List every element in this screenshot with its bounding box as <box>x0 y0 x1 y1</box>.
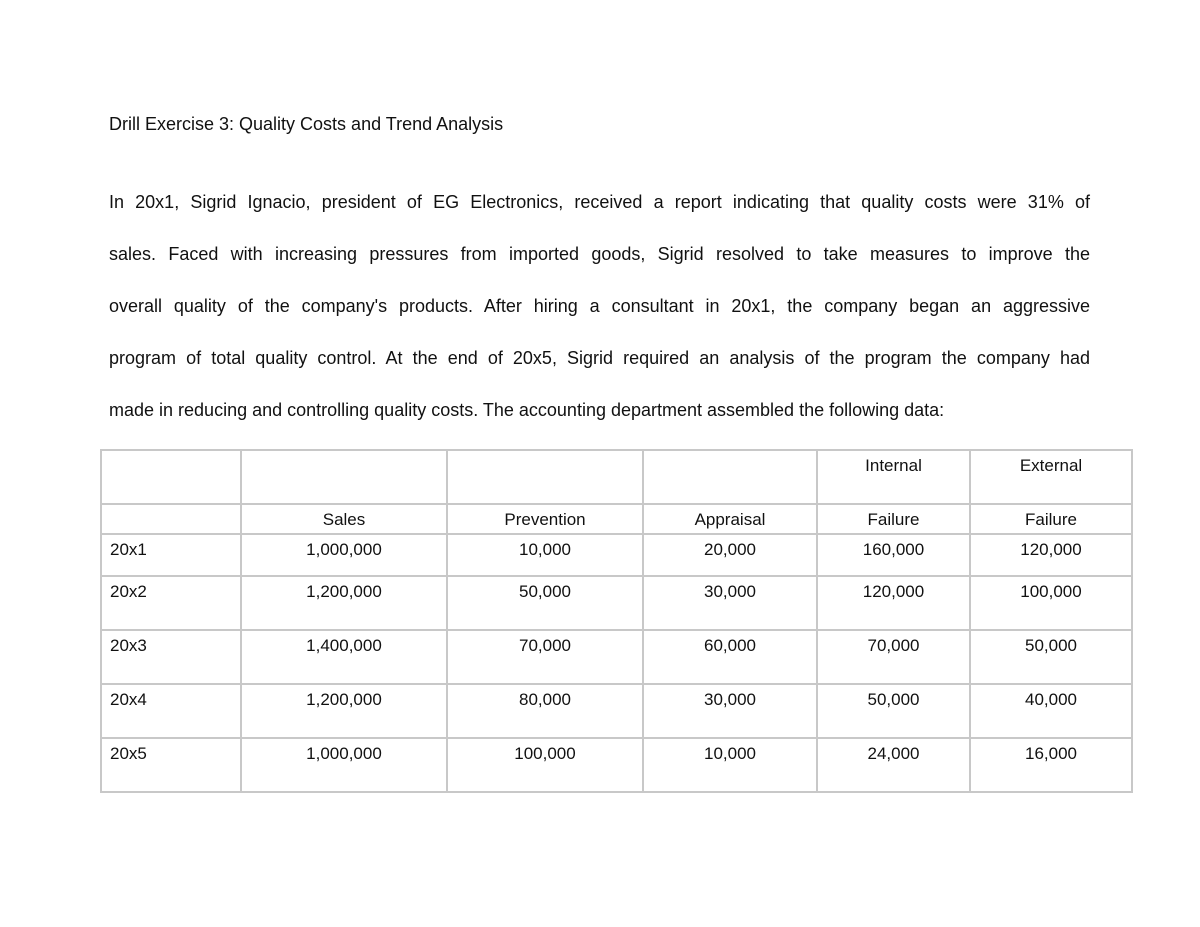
table-header-row-top <box>101 450 1132 504</box>
paragraph-line: sales. Faced with increasing pressures from imported goods, Sigrid resolved to take measures to improve the <box>109 244 1090 264</box>
prevention-cell: 10,000 <box>447 534 643 576</box>
paragraph-line: made in reducing and controlling quality costs. The accounting department assembled the following data: <box>109 400 945 420</box>
external-failure-cell: 100,000 <box>970 576 1132 630</box>
appraisal-cell: 30,000 <box>643 576 817 630</box>
appraisal-cell: 10,000 <box>643 738 817 792</box>
prevention-cell: 70,000 <box>447 630 643 684</box>
external-failure-cell: 50,000 <box>970 630 1132 684</box>
header-cell: Failure <box>817 504 970 534</box>
year-cell: 20x2 <box>101 576 241 630</box>
internal-failure-cell: 50,000 <box>817 684 970 738</box>
table-row <box>101 630 1132 684</box>
sales-cell: 1,200,000 <box>241 684 447 738</box>
sales-cell: 1,400,000 <box>241 630 447 684</box>
paragraph-line: In 20x1, Sigrid Ignacio, president of EG Electronics, received a report indicating that quality costs were 31% of <box>109 192 1090 212</box>
internal-failure-cell: 120,000 <box>817 576 970 630</box>
quality-costs-table <box>100 449 1133 793</box>
sales-cell: 1,000,000 <box>241 738 447 792</box>
external-failure-cell: 16,000 <box>970 738 1132 792</box>
year-cell: 20x1 <box>101 534 241 576</box>
header-cell <box>101 450 241 504</box>
header-cell: Prevention <box>447 504 643 534</box>
header-cell <box>241 450 447 504</box>
sales-cell: 1,200,000 <box>241 576 447 630</box>
header-cell <box>447 450 643 504</box>
year-cell: 20x3 <box>101 630 241 684</box>
external-failure-cell: 120,000 <box>970 534 1132 576</box>
appraisal-cell: 20,000 <box>643 534 817 576</box>
appraisal-cell: 60,000 <box>643 630 817 684</box>
header-cell <box>643 450 817 504</box>
header-cell: Failure <box>970 504 1132 534</box>
appraisal-cell: 30,000 <box>643 684 817 738</box>
internal-failure-cell: 160,000 <box>817 534 970 576</box>
year-cell: 20x4 <box>101 684 241 738</box>
header-cell <box>101 504 241 534</box>
prevention-cell: 80,000 <box>447 684 643 738</box>
external-failure-cell: 40,000 <box>970 684 1132 738</box>
internal-failure-cell: 70,000 <box>817 630 970 684</box>
intro-paragraph <box>109 176 1090 436</box>
header-cell: Sales <box>241 504 447 534</box>
table-row <box>101 576 1132 630</box>
internal-failure-cell: 24,000 <box>817 738 970 792</box>
paragraph-line: program of total quality control. At the end of 20x5, Sigrid required an analysis of the program the company had <box>109 348 1090 368</box>
header-cell: Appraisal <box>643 504 817 534</box>
year-cell: 20x5 <box>101 738 241 792</box>
prevention-cell: 50,000 <box>447 576 643 630</box>
header-cell: External <box>970 450 1132 504</box>
paragraph-line: overall quality of the company's products. After hiring a consultant in 20x1, the company began an aggressive <box>109 296 1090 316</box>
sales-cell: 1,000,000 <box>241 534 447 576</box>
table-row <box>101 738 1132 792</box>
document-title: Drill Exercise 3: Quality Costs and Trend Analysis <box>109 114 504 134</box>
header-cell: Internal <box>817 450 970 504</box>
table-row <box>101 684 1132 738</box>
table-header-row-bottom <box>101 504 1132 534</box>
prevention-cell: 100,000 <box>447 738 643 792</box>
table-row <box>101 534 1132 576</box>
